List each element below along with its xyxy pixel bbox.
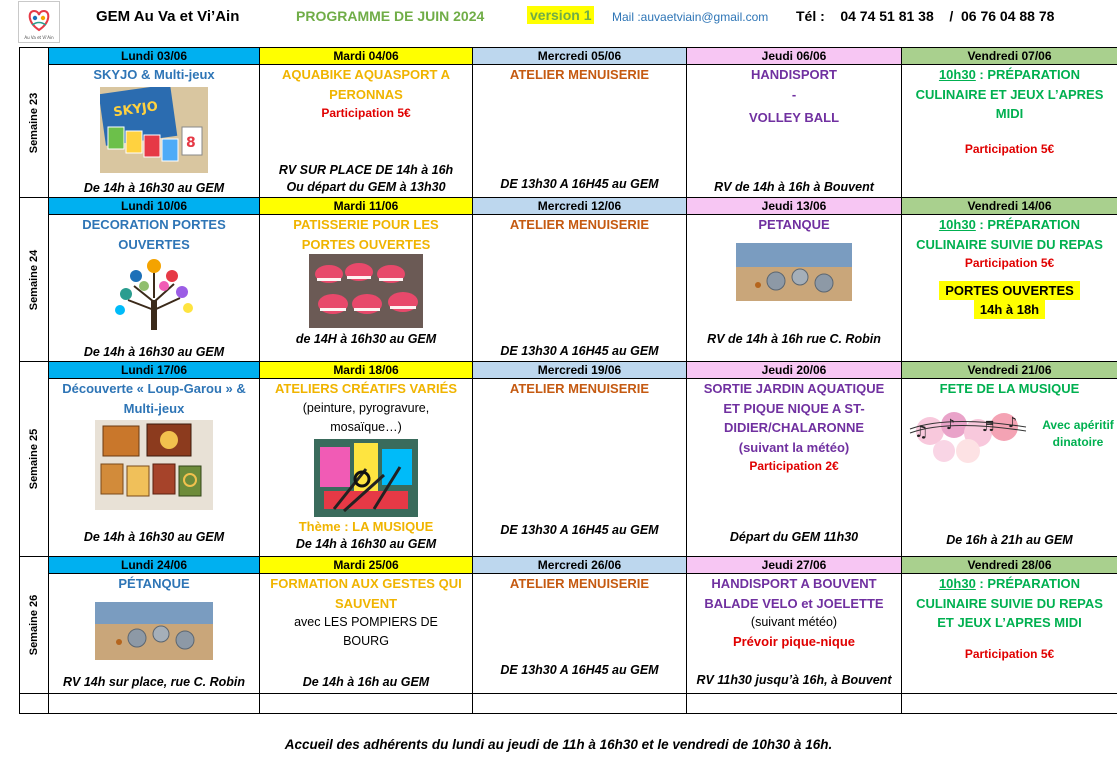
activity-time: RV 11h30 jusqu’à 16h, à Bouvent: [696, 673, 892, 687]
activity-time: DE 13h30 A 16H45 au GEM: [500, 523, 659, 537]
activity-separator: -: [791, 86, 797, 102]
activity-hour: 10h30: [938, 67, 976, 82]
activity-time: RV de 14h à 16h rue C. Robin: [707, 332, 881, 346]
day-header-mardi: Mardi 04/06: [260, 48, 473, 65]
activity-title: ATELIER MENUISERIE: [509, 576, 650, 591]
opening-hours-footer: Accueil des adhérents du lundi au jeudi de 11h à 16h30 et le vendredi de 10h30 à 16h.: [284, 737, 833, 752]
activity-cell-mardi: [260, 65, 473, 198]
day-header-row: [20, 48, 1117, 65]
activity-hour: 10h30: [938, 217, 976, 232]
empty-cell: [20, 694, 49, 714]
day-header-vendredi: Vendredi 28/06: [902, 557, 1117, 574]
decorative-tree-photo: [112, 254, 196, 334]
activity-title: HANDISPORT A BOUVENT: [711, 576, 877, 591]
activity-title: HANDISPORT: [751, 67, 837, 82]
activity-cell-lundi: [49, 379, 260, 557]
activity-cell-lundi: [49, 574, 260, 694]
day-header-lundi: Lundi 24/06: [49, 557, 260, 574]
activity-title: SKYJO & Multi-jeux: [93, 67, 215, 82]
day-header-row: [20, 362, 1117, 379]
activity-departure: Ou départ du GEM à 13h30: [286, 180, 446, 194]
week-label: Semaine 23: [28, 92, 40, 153]
day-header-row: [20, 198, 1117, 215]
day-header-mardi: Mardi 18/06: [260, 362, 473, 379]
svg-text:♫: ♫: [914, 422, 929, 441]
activity-time: DE 13h30 A 16H45 au GEM: [500, 177, 659, 191]
activity-cell-vendredi: [902, 574, 1117, 694]
activity-time: DE 13h30 A 16H45 au GEM: [500, 663, 659, 677]
day-header-mardi: Mardi 11/06: [260, 198, 473, 215]
activity-time: De 14h à 16h30 au GEM: [295, 537, 437, 551]
day-header-jeudi: Jeudi 13/06: [687, 198, 902, 215]
schedule-table: [19, 47, 1117, 714]
activity-cell-mercredi: [473, 65, 687, 198]
activity-title: ATELIER MENUISERIE: [509, 217, 650, 232]
activity-cell-jeudi: [687, 379, 902, 557]
activity-cell-mercredi: [473, 574, 687, 694]
empty-cell: [260, 694, 473, 714]
activity-title: PETANQUE: [758, 217, 830, 232]
activity-note: Avec apéritif dinatoire: [1042, 418, 1114, 449]
loup-garou-game-photo: [95, 420, 213, 510]
empty-cell: [473, 694, 687, 714]
week-label: Semaine 25: [28, 428, 40, 490]
activity-price: Prévoir pique-nique: [732, 634, 856, 649]
day-header-jeudi: Jeudi 27/06: [687, 557, 902, 574]
day-header-vendredi: Vendredi 07/06: [902, 48, 1117, 65]
activity-meeting: RV SUR PLACE DE 14h à 16h: [278, 163, 454, 177]
activity-cell-vendredi: [902, 379, 1117, 557]
activity-time: DE 13h30 A 16H45 au GEM: [500, 344, 659, 358]
activity-title: : PRÉPARATION CULINAIRE ET JEUX L’APRES MIDI: [915, 67, 1104, 121]
activity-title: DECORATION PORTES OUVERTES: [82, 217, 226, 252]
activity-row: [20, 65, 1117, 198]
week-label-cell: [20, 557, 49, 694]
day-header-mercredi: Mercredi 19/06: [473, 362, 687, 379]
event-hours: 14h à 18h: [974, 300, 1045, 319]
activity-title: FETE DE LA MUSIQUE: [939, 381, 1080, 396]
petanque-balls-photo: [736, 243, 852, 301]
activity-title: : PRÉPARATION CULINAIRE SUIVIE DU REPAS ET JEUX L’APRES MIDI: [916, 576, 1103, 630]
activity-note: avec LES POMPIERS DE BOURG: [294, 615, 438, 648]
activity-price: Participation 5€: [964, 256, 1055, 270]
activity-title: PÉTANQUE: [118, 576, 190, 591]
macarons-photo: [309, 254, 423, 328]
header: [0, 0, 1117, 40]
activity-price: Participation 5€: [321, 106, 411, 120]
activity-cell-mardi: [260, 215, 473, 362]
activity-time: De 16h à 21h au GEM: [946, 533, 1073, 547]
empty-row: [20, 694, 1117, 714]
activity-title: FORMATION AUX GESTES QUI SAUVENT: [270, 576, 462, 611]
activity-cell-mercredi: [473, 379, 687, 557]
day-header-vendredi: Vendredi 14/06: [902, 198, 1117, 215]
activity-title: AQUABIKE AQUASPORT A PERONNAS: [281, 67, 451, 102]
activity-title: Découverte « Loup-Garou » & Multi-jeux: [62, 381, 246, 416]
activity-row: [20, 379, 1117, 557]
activity-hour: 10h30: [938, 576, 976, 591]
activity-time: De 14h à 16h au GEM: [302, 675, 430, 689]
svg-text:♪: ♪: [1008, 415, 1017, 431]
activity-cell-lundi: [49, 215, 260, 362]
version-badge: version 1: [527, 6, 594, 24]
activity-cell-mercredi: [473, 215, 687, 362]
contact-phone: Tél : 04 74 51 81 38 / 06 76 04 88 78: [796, 8, 1055, 24]
activity-title: ATELIER MENUISERIE: [509, 381, 650, 396]
week-label-cell: [20, 362, 49, 557]
week-label-cell: [20, 48, 49, 198]
activity-time: De 14h à 16h30 au GEM: [83, 530, 225, 544]
day-header-jeudi: Jeudi 06/06: [687, 48, 902, 65]
activity-row: [20, 574, 1117, 694]
activity-title: ATELIERS CRÉATIFS VARIÉS: [274, 381, 457, 396]
week-label-cell: [20, 198, 49, 362]
week-label: Semaine 26: [28, 594, 40, 656]
page-title: GEM Au Va et Vi’Ain: [96, 8, 240, 25]
event-highlight: PORTES OUVERTES: [939, 281, 1080, 300]
activity-title-2: VOLLEY BALL: [748, 110, 840, 125]
day-header-mercredi: Mercredi 26/06: [473, 557, 687, 574]
day-header-mercredi: Mercredi 12/06: [473, 198, 687, 215]
activity-time: de 14H à 16h30 au GEM: [295, 332, 437, 346]
activity-note: (suivant la météo): [738, 439, 850, 455]
day-header-lundi: Lundi 17/06: [49, 362, 260, 379]
empty-cell: [902, 694, 1117, 714]
activity-time: De 14h à 16h30 au GEM: [83, 181, 225, 195]
activity-cell-jeudi: [687, 65, 902, 198]
day-header-vendredi: Vendredi 21/06: [902, 362, 1117, 379]
svg-text:8: 8: [186, 134, 196, 151]
activity-time: RV de 14h à 16h à Bouvent: [714, 180, 874, 194]
svg-text:♬: ♬: [982, 419, 995, 435]
activity-cell-lundi: [49, 65, 260, 198]
activity-price: Participation 5€: [964, 141, 1055, 156]
art-supplies-photo: [314, 439, 418, 517]
day-header-mercredi: Mercredi 05/06: [473, 48, 687, 65]
activity-note: (peinture, pyrogravure, mosaïque…): [302, 400, 430, 434]
activity-cell-mardi: [260, 574, 473, 694]
program-title: PROGRAMME DE JUIN 2024: [296, 8, 485, 24]
svg-text:♪: ♪: [946, 417, 955, 433]
activity-note: (suivant météo): [750, 615, 838, 629]
activity-price: Participation 2€: [749, 459, 839, 473]
activity-time: Départ du GEM 11h30: [729, 530, 859, 544]
activity-cell-vendredi: [902, 215, 1117, 362]
day-header-row: [20, 557, 1117, 574]
contact-mail: Mail :auvaetviain@gmail.com: [612, 10, 769, 24]
activity-cell-jeudi: [687, 574, 902, 694]
activity-title: PATISSERIE POUR LES PORTES OUVERTES: [293, 217, 439, 252]
activity-cell-vendredi: [902, 65, 1117, 198]
day-header-lundi: Lundi 03/06: [49, 48, 260, 65]
activity-row: [20, 215, 1117, 362]
skyjo-card-game-photo: [100, 87, 208, 173]
activity-theme: Thème : LA MUSIQUE: [298, 519, 434, 534]
activity-cell-jeudi: [687, 215, 902, 362]
svg-text:SKYJO: SKYJO: [112, 98, 159, 120]
day-header-mardi: Mardi 25/06: [260, 557, 473, 574]
day-header-lundi: Lundi 10/06: [49, 198, 260, 215]
day-header-jeudi: Jeudi 20/06: [687, 362, 902, 379]
logo-text: Au Va et Vi'Ain: [24, 35, 54, 40]
gem-logo: [18, 1, 60, 43]
activity-cell-mardi: [260, 379, 473, 557]
week-label: Semaine 24: [28, 249, 40, 310]
petanque-balls-photo: [95, 602, 213, 660]
empty-cell: [49, 694, 260, 714]
activity-title: ATELIER MENUISERIE: [509, 67, 650, 82]
activity-title: : PRÉPARATION CULINAIRE SUIVIE DU REPAS: [916, 217, 1103, 252]
activity-title-2: BALADE VELO et JOELETTE: [704, 595, 884, 611]
activity-price: Participation 5€: [964, 646, 1055, 661]
activity-title: SORTIE JARDIN AQUATIQUE ET PIQUE NIQUE A ST-DIDIER/CHALARONNE: [703, 381, 885, 435]
music-notes-illustration: [908, 401, 1028, 467]
activity-time: RV 14h sur place, rue C. Robin: [63, 675, 245, 689]
activity-time: De 14h à 16h30 au GEM: [83, 345, 225, 359]
empty-cell: [687, 694, 902, 714]
